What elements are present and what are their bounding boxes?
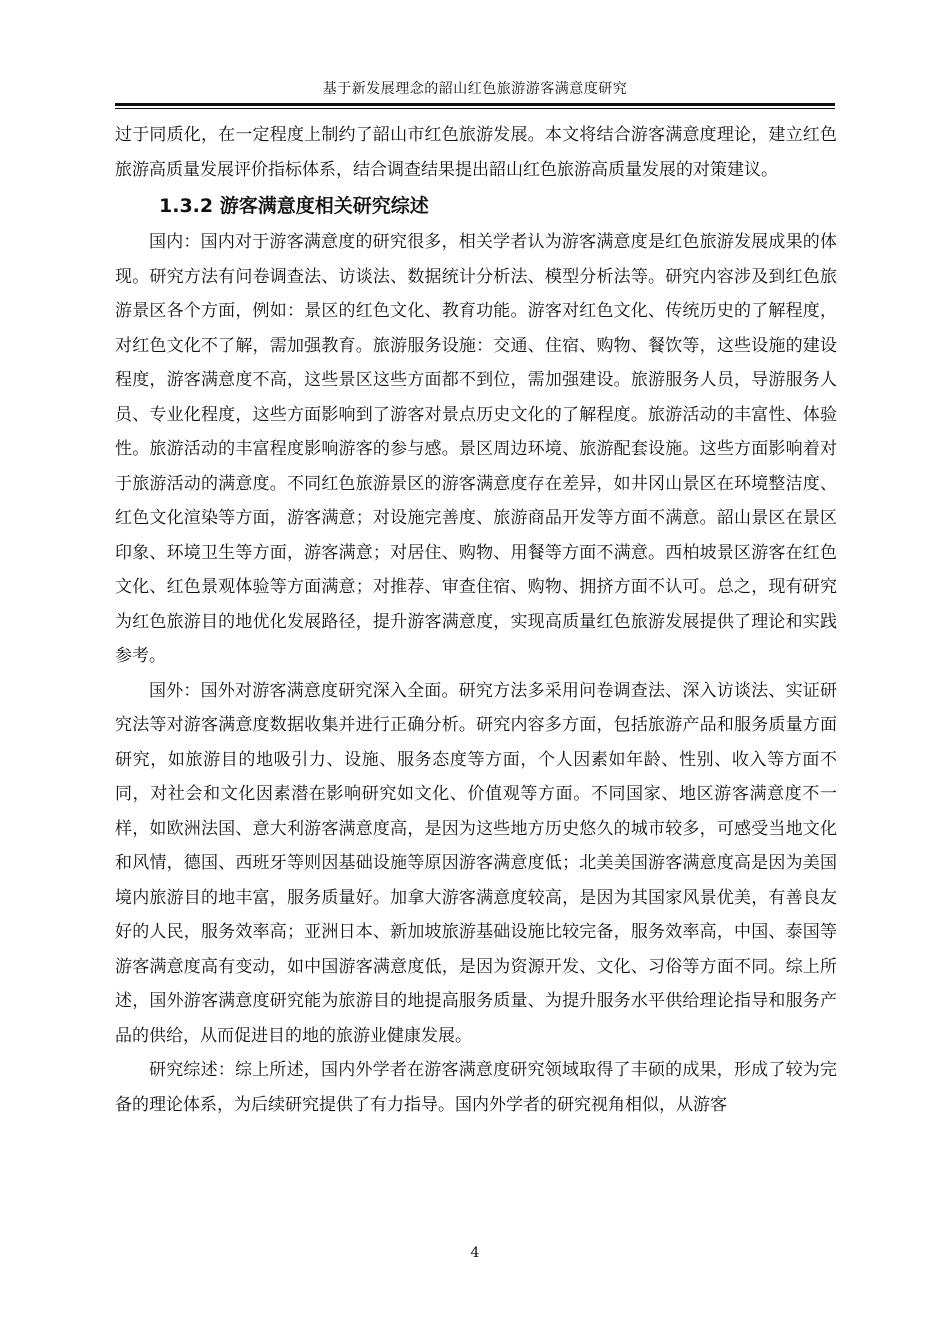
paragraph-domestic: 国内：国内对于游客满意度的研究很多，相关学者认为游客满意度是红色旅游发展成果的体现。研究方法有问卷调查法、访谈法、数据统计分析法、模型分析法等。研究内容涉及到红色旅游景区各个方面，例如：景区的红色文化、教育功能。游客对红色文化、传统历史的了解程度，对红色文化不了解，需加强教育。旅游服务设施：交通、住宿、购物、餐饮等，这些设施的建设程度，游客满意度不高，这些景区这些方面都不到位，需加强建设。旅游服务人员，导游服务人员、专业化程度，这些方面影响到了游客对景点历史文化的了解程度。旅游活动的丰富性、体验性。旅游活动的丰富程度影响游客的参与感。景区周边环境、旅游配套设施。这些方面影响着对于旅游活动的满意度。不同红色旅游景区的游客满意度存在差异，如井冈山景区在环境整洁度、红色文化渲染等方面，游客满意；对设施完善度、旅游商品开发等方面不满意。韶山景区在景区印象、环境卫生等方面，游客满意；对居住、购物、用餐等方面不满意。西柏坡景区游客在红色文化、红色景观体验等方面满意；对推荐、审查住宿、购物、拥挤方面不认可。总之，现有研究为红色旅游目的地优化发展路径，提升游客满意度，实现高质量红色旅游发展提供了理论和实践参考。: [115, 232, 837, 666]
running-header: 基于新发展理念的韶山红色旅游游客满意度研究: [322, 81, 628, 97]
section-heading: 1.3.2 游客满意度相关研究综述: [159, 195, 429, 217]
body-text: [115, 118, 837, 1122]
header-rule-thick: [115, 103, 835, 106]
paragraph-continued: 过于同质化，在一定程度上制约了韶山市红色旅游发展。本文将结合游客满意度理论，建立红色旅游高质量发展评价指标体系，结合调查结果提出韶山红色旅游高质量发展的对策建议。: [115, 125, 837, 180]
page-number: 4: [470, 1245, 480, 1261]
header-rule-thin: [115, 108, 835, 109]
paragraph-foreign: 国外：国外对游客满意度研究深入全面。研究方法多采用问卷调查法、深入访谈法、实证研究法等对游客满意度数据收集并进行正确分析。研究内容多方面，包括旅游产品和服务质量方面研究，如旅游目的地吸引力、设施、服务态度等方面，个人因素如年龄、性别、收入等方面不同，对社会和文化因素潜在影响研究如文化、价值观等方面。不同国家、地区游客满意度不一样，如欧洲法国、意大利游客满意度高，是因为这些地方历史悠久的城市较多，可感受当地文化和风情，德国、西班牙等则因基础设施等原因游客满意度低；北美美国游客满意度高是因为美国境内旅游目的地丰富，服务质量好。加拿大游客满意度较高，是因为其国家风景优美，有善良友好的人民，服务效率高；亚洲日本、新加坡旅游基础设施比较完备，服务效率高，中国、泰国等游客满意度高有变动，如中国游客满意度低，是因为资源开发、文化、习俗等方面不同。综上所述，国外游客满意度研究能为旅游目的地提高服务质量、为提升服务水平供给理论指导和服务产品的供给，从而促进目的地的旅游业健康发展。: [115, 680, 837, 1046]
paragraph-summary: 研究综述：综上所述，国内外学者在游客满意度研究领域取得了丰硕的成果，形成了较为完备的理论体系，为后续研究提供了有力指导。国内外学者的研究视角相似，从游客: [115, 1060, 837, 1115]
